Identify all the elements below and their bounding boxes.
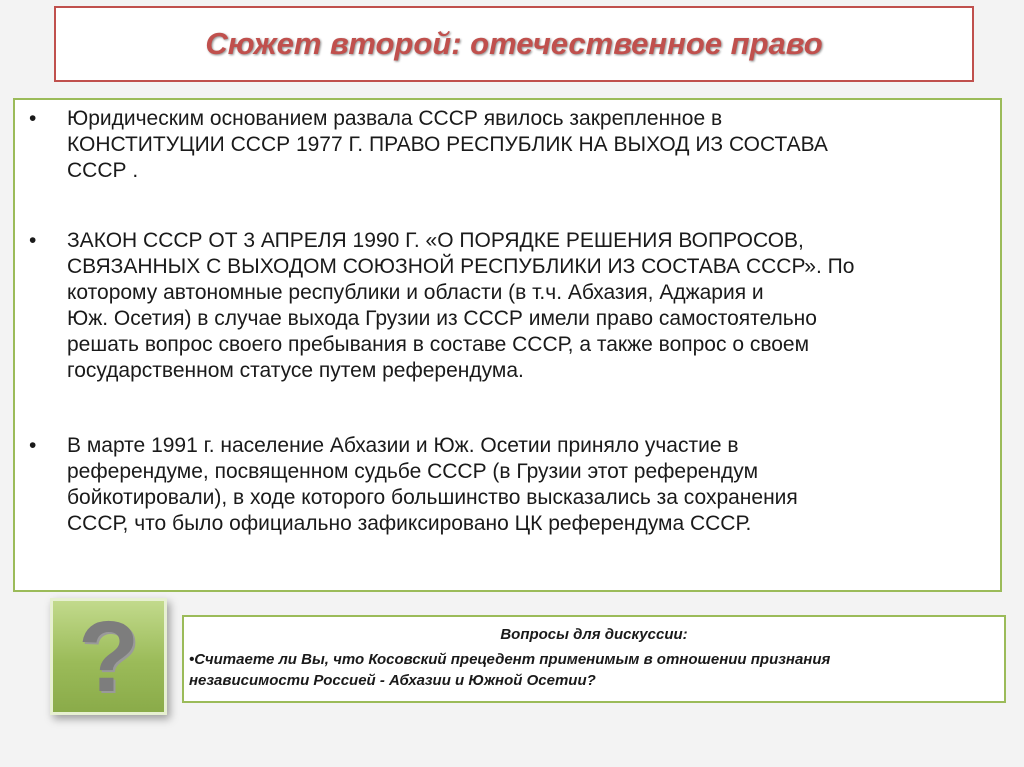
bullet-dot: • — [29, 434, 37, 457]
bullet-dot: • — [29, 107, 37, 130]
bullet-dot: • — [29, 229, 37, 252]
bullet-text: В марте 1991 г. население Абхазии и Юж. Осетии приняло участие в референдуме, посвященном судьбе СССР (в Грузии этот референдум бойкотировали), в ходе которого большинство высказались за сохранения СССР, что было официально зафиксировано ЦК референдума СССР. — [67, 434, 798, 535]
bullet-text: Юридическим основанием развала СССР явилось закрепленное в КОНСТИТУЦИИ СССР 1977 Г. ПРАВО РЕСПУБЛИК НА ВЫХОД ИЗ СОСТАВА СССР . — [67, 107, 828, 182]
bullet-text: ЗАКОН СССР ОТ 3 АПРЕЛЯ 1990 Г. «О ПОРЯДКЕ РЕШЕНИЯ ВОПРОСОВ, СВЯЗАННЫХ С ВЫХОДОМ СОЮЗНОЙ РЕСПУБЛИКИ ИЗ СОСТАВА СССР». По которому автономные республики и области (в т.ч. Абхазия, Аджария и Юж. Осетия) в случае выхода Грузии из СССР имели право самостоятельно решать вопрос своего пребывания в составе СССР, а также вопрос о своем государственном статусе путем референдума. — [67, 229, 855, 382]
discussion-question: •Считаете ли Вы, что Косовский прецедент применимым в отношении признания независимости Россией - Абхазии и Южной Осетии? — [189, 651, 831, 689]
question-glyph: ? — [77, 600, 140, 713]
slide-title: Сюжет второй: отечественное право — [205, 26, 823, 61]
discussion-title: Вопросы для дискуссии: — [500, 626, 688, 643]
slide-title-box — [54, 6, 974, 82]
discussion-box — [182, 615, 1006, 703]
question-mark-icon — [50, 598, 167, 715]
content-box — [13, 98, 1002, 592]
